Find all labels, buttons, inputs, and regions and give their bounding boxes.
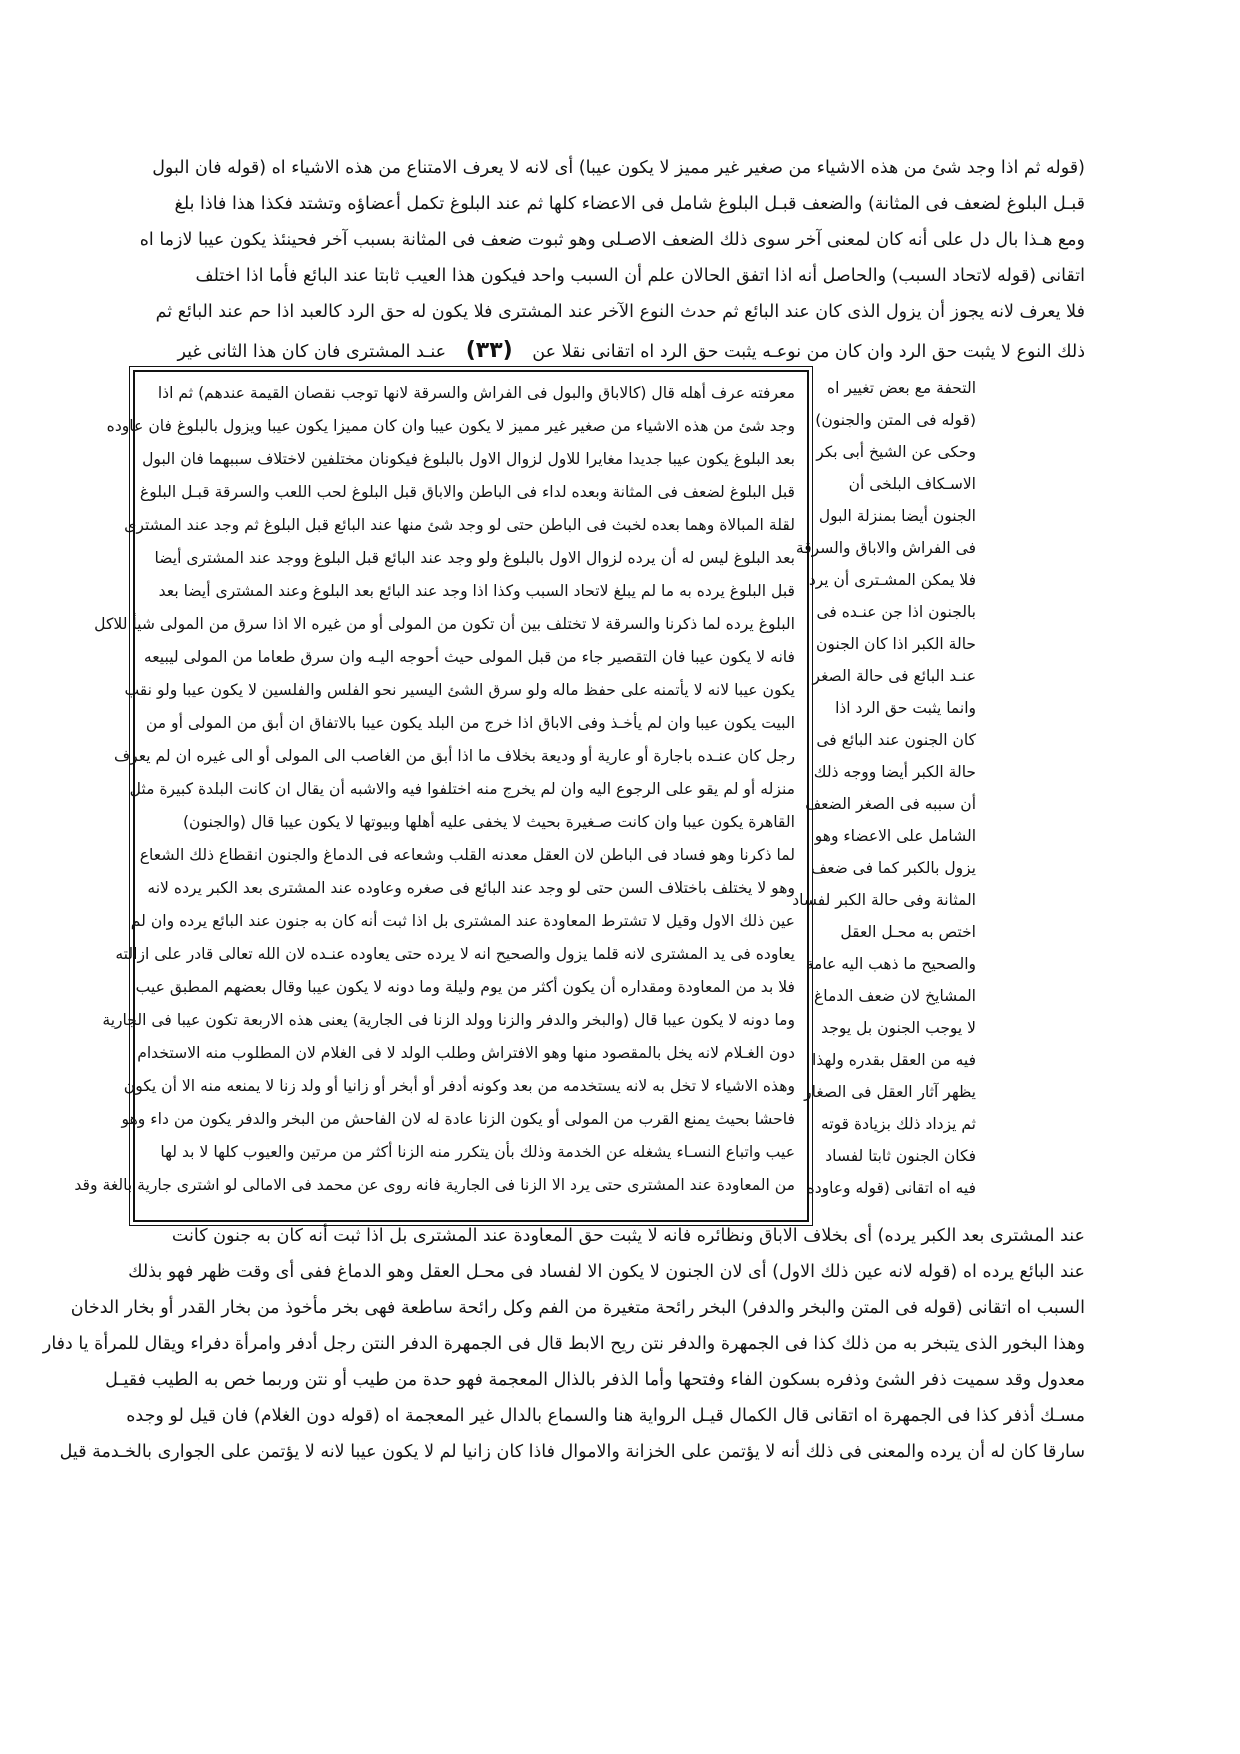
main-text-line: بعد البلوغ ليس له أن يرده لزوال الاول بالبلوغ ولو وجد عند البائع قبل البلوغ ووجد عند المشترى أيضا (154, 549, 795, 567)
side-text-line: فكان الجنون ثابتا لفساد (825, 1147, 976, 1165)
side-text-line: فيه اه اتقانى (قوله وعاوده (806, 1179, 976, 1197)
header-right-text: ذلك النوع لا يثبت حق الرد وان كان من نوعـه يثبت حق الرد اه اتقانى نقلا عن (532, 342, 1085, 362)
main-text-line: البيت يكون عيبا وان لم يأخـذ وفى الاباق اذا خرج من البلد يكون عيبا بالاتفاق ان أبق من المولى أو من (145, 714, 795, 732)
text-line: معدول وقد سميت ذفر الشئ وذفره بسكون الفاء وفتحها وأما الذفر بالذال المعجمة فهو حدة من طيب أو نتن وربما خص به الطيب فقيـل (105, 1370, 1085, 1390)
side-text-line: فلا يمكن المشـترى أن يرد (808, 571, 976, 589)
text-line: (قوله ثم اذا وجد شئ من هذه الاشياء من صغير غير مميز لا يكون عيبا) أى لانه لا يعرف الامتناع من هذه الاشياء اه (قوله فان البول (152, 158, 1085, 178)
main-text-line: رجل كان عنـده باجارة أو عارية أو وديعة بخلاف ما اذا أبق من الغاصب الى المولى أو الى غيره ان لم يعرف (113, 747, 795, 765)
side-text-line: أن سببه فى الصغر الضعف (805, 795, 976, 813)
main-text-line: معرفته عرف أهله قال (كالاباق والبول فى الفراش والسرقة لانها توجب نقصان القيمة عندهم) ثم اذا (157, 384, 795, 402)
main-text-line: لقلة المبالاة وهما بعده لخبث فى الباطن حتى لو وجد شئ منها عند البائع قبل البلوغ ثم وجد عند المشترى (124, 516, 795, 534)
text-line: عند المشترى بعد الكبر يرده) أى بخلاف الاباق ونظائره فانه لا يثبت حق المعاودة عند المشترى بل اذا ثبت أنه كان به جنون كانت (171, 1226, 1085, 1246)
side-text-line: عنـد البائع فى حالة الصغر (812, 667, 976, 685)
text-line: سارقا كان له أن يرده والمعنى فى ذلك أنه لا يؤتمن على الخزانة والاموال فاذا كان زانيا لم لا يكون عيبا لانه لا يؤتمن على الجوارى بالخـدمة قيل (59, 1442, 1085, 1462)
main-text-line: وما دونه لا يكون عيبا قال (والبخر والدفر والزنا وولد الزنا فى الجارية) يعنى هذه الاربعة تكون عيبا فى الجارية (102, 1011, 795, 1029)
side-text-line: كان الجنون عند البائع فى (816, 731, 976, 749)
main-text-line: وهو لا يختلف باختلاف السن حتى لو وجد عند البائع فى صغره وعاوده عند المشترى بعد الكبر يرده لانه (147, 879, 795, 897)
text-line: ومع هـذا بال دل على أنه كان لمعنى آخر سوى ذلك الضعف الاصـلى وهو ثبوت ضعف فى المثانة بسبب آخر فحينئذ يكون عيبا لازما اه (139, 230, 1085, 250)
side-text-line: بالجنون اذا جن عنـده فى (816, 603, 976, 621)
main-text-line: يعاوده فى يد المشترى لانه قلما يزول والصحيح انه لا يرده حتى يعاوده عنـده لان الله تعالى قادر على ازالته (115, 945, 795, 963)
side-text-line: يزول بالكبر كما فى ضعف (811, 859, 976, 877)
side-text-line: لا يوجب الجنون بل يوجد (821, 1019, 976, 1037)
main-text-line: البلوغ يرده لما ذكرنا والسرقة لا تختلف بين أن تكون من المولى أو من غيره الا اذا سرق من المولى شيأ للاكل (94, 615, 795, 633)
side-text-line: فيه من العقل بقدره ولهذا (812, 1051, 976, 1069)
main-text-line: لما ذكرنا وهو فساد فى الباطن لان العقل معدنه القلب وشعاعه فى الدماغ والجنون انقطاع ذلك الشعاع (139, 846, 795, 864)
main-text-line: فلا بد من المعاودة ومقداره أن يكون أكثر من يوم وليلة وما دونه لا يكون عيبا وقال بعضهم المطبق عيب (135, 978, 795, 996)
side-text-line: فى الفراش والاباق والسرقة (795, 539, 976, 557)
side-text-line: اختص به محـل العقل (840, 923, 976, 941)
main-text-line: يكون عيبا لانه لا يأتمنه على حفظ ماله ولو سرق الشئ اليسير نحو الفلس والفلسين لا يكون عيبا ولو نقب (124, 681, 795, 699)
main-text-line: القاهرة يكون عيبا وان كانت صـغيرة بحيث لا يخفى عليه أهلها وبيوتها لا يكون عيبا قال (والجنون) (182, 813, 795, 831)
main-text-line: عين ذلك الاول وقيل لا تشترط المعاودة عند المشترى بل اذا ثبت أنه كان به جنون عند البائع يرده وان لم (130, 912, 795, 930)
side-text-line: ثم يزداد ذلك بزيادة قوته (821, 1115, 976, 1133)
main-text-line: قبل البلوغ لضعف فى المثانة وبعده لداء فى الباطن والاباق قبل البلوغ لحب اللعب والسرقة قبـل البلوغ (139, 483, 795, 501)
text-line: وهذا البخور الذى يتبخر به من ذلك كذا فى الجمهرة والدفر نتن ريح الابط قال فى الجمهرة الدفر النتن رجل أدفر وامرأة دفراء ويقال للمرأة يا دفار (42, 1334, 1085, 1354)
text-line: عند البائع يرده اه (قوله لانه عين ذلك الاول) أى لان الجنون لا يكون الا لفساد فى محـل العقل وهو الدماغ ففى أى وقت ظهر فهو بذلك (128, 1262, 1085, 1282)
side-text-line: المثانة وفى حالة الكبر لفساد (792, 891, 976, 909)
side-text-line: التحفة مع بعض تغيير اه (826, 379, 976, 397)
side-commentary (792, 370, 976, 1218)
main-text-line: فانه لا يكون عيبا فان التقصير جاء من قبل المولى حيث أحوجه اليـه وان سرق طعاما من المولى ليبيعه (143, 648, 795, 666)
side-text-line: حالة الكبر اذا كان الجنون (816, 635, 976, 653)
main-text-line: وهذه الاشياء لا تخل به لانه يستخدمه من بعد وكونه أدفر أو أبخر أو زانيا أو ولد زنا لا يمنعه منه الا أن يكون (123, 1077, 795, 1095)
text-line: فلا يعرف لانه يجوز أن يزول الذى كان عند البائع ثم حدث النوع الآخر عند المشترى فلا يكون له حق الرد كالعبد اذا حم عند البائع ثم (155, 302, 1085, 322)
main-text-line: وجد شئ من هذه الاشياء من صغير غير مميز لا يكون عيبا وان كان مميزا يكون عيبا ويزول بالبلوغ فان عاوده (106, 417, 795, 435)
side-text-line: والصحيح ما ذهب اليه عامة (805, 955, 976, 973)
main-text-line: منزله أو لم يقو على الرجوع اليه وان لم يخرج منه اختلفوا فيه والاشبه أن يقال ان كانت البلدة كبيرة مثل (129, 780, 795, 798)
text-line: السبب اه اتقانى (قوله فى المتن والبخر والدفر) البخر رائحة متغيرة من الفم وكل رائحة ساطعة فهى بخر مأخوذ من بخار القدر أو بخار الدخان (70, 1298, 1085, 1318)
side-text-line: الشامل على الاعضاء وهو (814, 827, 976, 845)
text-line: قبـل البلوغ لضعف فى المثانة) والضعف قبـل البلوغ شامل فى الاعضاء كلها ثم عند البلوغ تكمل أعضاؤه وتشتد فكذا هذا فاذا بلغ (174, 194, 1085, 214)
header-left-text: عنـد المشترى فان كان هذا الثانى غير (177, 342, 447, 362)
text-line: مسـك أذفر كذا فى الجمهرة اه اتقانى قال الكمال قيـل الرواية هنا والسماع بالدال غير المعجمة اه (قوله دون الغلام) فان قيل لو وجده (126, 1406, 1085, 1426)
main-text-line: دون الغـلام لانه يخل بالمقصود منها وهو الافتراش وطلب الولد لا فى الغلام لان المطلوب منه الاستخدام (137, 1044, 795, 1062)
page-number: (٣٣) (465, 338, 513, 363)
side-text-line: (قوله فى المتن والجنون) (815, 411, 976, 429)
main-text-line: فاحشا بحيث يمنع القرب من المولى أو يكون الزنا عادة له لان الفاحش من البخر والدفر يكون من داء وهو (121, 1110, 795, 1128)
side-text-line: حالة الكبر أيضا ووجه ذلك (813, 763, 976, 781)
side-text-line: وحكى عن الشيخ أبى بكر (816, 443, 976, 461)
main-text-line: قبل البلوغ يرده به ما لم يبلغ لاتحاد السبب وكذا اذا وجد عند البائع بعد البلوغ وعند المشترى أيضا بعد (158, 582, 795, 600)
main-text-line: عيب واتباع النسـاء يشغله عن الخدمة وذلك بأن يتكرر منه الزنا أكثر من مرتين والعيوب كلها لا بد لها (160, 1143, 795, 1161)
side-text-line: المشايخ لان ضعف الدماغ (814, 987, 976, 1005)
side-text-line: يظهر آثار العقل فى الصغار (804, 1083, 976, 1101)
side-text-line: الجنون أيضا بمنزلة البول (818, 507, 976, 525)
text-line: اتقانى (قوله لاتحاد السبب) والحاصل أنه اذا اتفق الحالان علم أن السبب واحد فيكون هذا العيب ثابتا عند البائع فأما اذا اختلف (195, 266, 1085, 286)
main-text-frame (74, 370, 809, 1222)
page-header-line (155, 333, 1085, 369)
main-text-line: بعد البلوغ يكون عيبا جديدا مغايرا للاول لزوال الاول بالبلوغ فيكونان مختلفين لاختلاف سببهما فان البول (142, 450, 795, 468)
side-text-line: الاسـكاف البلخى أن (848, 475, 976, 493)
main-text-line: من المعاودة عند المشترى حتى يرد الا الزنا فى الجارية فانه روى عن محمد فى الامالى لو اشترى جارية بالغة وقد (74, 1176, 795, 1194)
side-text-line: وانما يثبت حق الرد اذا (835, 699, 976, 717)
